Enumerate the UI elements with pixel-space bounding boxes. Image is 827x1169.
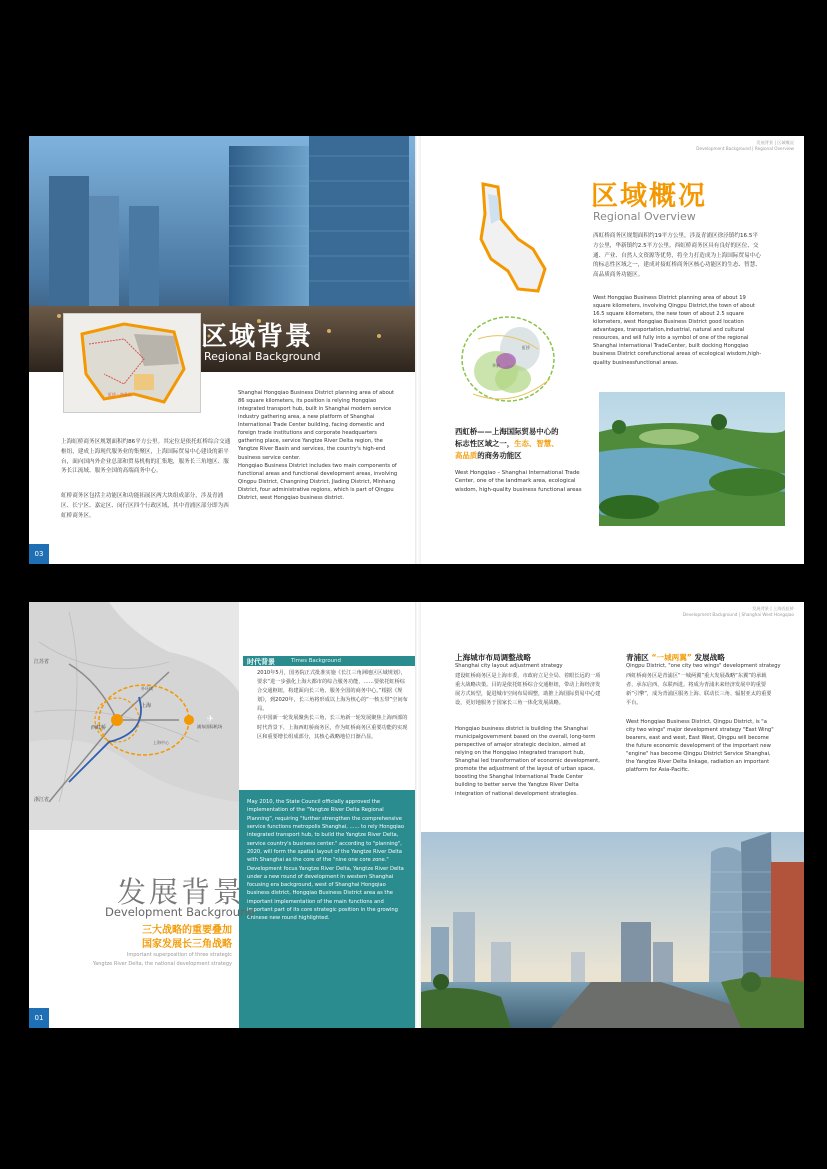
caption-cn-line-1: 西虹桥——上海国际贸易中心的 xyxy=(455,427,559,436)
body-text-en: West Hongqiao Business District planning area of about 19 square kilometers, involving Qingpu District,the town of about 16.5 square kilometers, the new town of about 2.5 square kilometers, west Hongqiao Business District good location advantages, transportation,industrial, natural and cultural resources, and will fully into a symbol of one of the regional Shanghai international TradeCenter, built docking Hongqiao business District corefunctional areas of ecological wisdom,high-quality businessfunctional areas. xyxy=(593,295,762,366)
caption-cn xyxy=(455,426,595,463)
left-page-regional-background xyxy=(29,136,415,564)
col2-text-en: West Hongqiao Business District, Qingpu District, is "a city two wings" major development strategy "East Wing" bearers, east and west, East West, Qingpu will become the future economic development of the important new "engine" has become Qingpu District Service Shanghai, the Yangtze River Delta linkage, radiation an important platform for Asia-Pacific. xyxy=(626,719,774,774)
regional-map-graphic xyxy=(64,314,200,412)
strategy-cn-2: 国家发展长三角战略 xyxy=(142,939,232,950)
map-label-zhejiang: 浙江省 xyxy=(34,797,50,803)
diagram-label-hongqiao: 虹桥 xyxy=(522,345,530,350)
header-line-2: Development Background xyxy=(682,611,738,617)
col1-title-cn: 上海城市布局调整战略 xyxy=(455,653,531,662)
section-title-cn: 发展背景 xyxy=(117,875,246,909)
caption-cn-highlight-1: 生态、智慧、 xyxy=(514,439,559,449)
shanghai-map-panel xyxy=(29,602,239,830)
map-inset-label: 虹桥 · 商务区 xyxy=(108,392,132,397)
right-page-regional-overview xyxy=(421,136,804,564)
col2-title-en: Qingpu District, "one city two wings" development strategy xyxy=(626,663,781,669)
times-background-title-en: Times Background xyxy=(291,658,341,664)
map-label-jiangsu: 江苏省 xyxy=(34,659,50,665)
body-text-cn: 西虹桥商务区规划面积约19平方公里，涉及青浦区徐泾镇约16.5平方公里，华新镇约2.5平方公里。西虹桥商务区具有良好的区位、交通、产业、自然人文资源等优势，将全力打造成为上海国际贸易中心的标志性区域之一，建成对接虹桥商务区核心功能区的生态、智慧、高品质商务功能区。 xyxy=(593,233,761,279)
header-line-1: 发展背景 xyxy=(756,140,774,145)
caption-cn-line-2: 标志性区域之一， xyxy=(455,439,515,449)
page-number: 01 xyxy=(29,1008,49,1028)
body-text-en: Shanghai Hongqiao Business District planning area of about 86 square kilometers, its position is relying Hongqiao integrated transport hub, built in Shanghai modern service industry gathering area, a new platform of Shanghai International Trade Center building, facing domestic and foreign trade institutions and corporate headquarters gathering place, service Yangtze River Delta region, the Yangtze River Basin and services, the country's high-end business service center. Hongqiao Business District includes two main components of functional areas and functional development areas, involving Qingpu District, Changning District, Jiading District, Minhang District, four administrative regions, which is part of Qingpu District, west Hongqiao business district. xyxy=(238,390,398,501)
running-header: 发展背景 | 上海西虹桥 Development Background | Shanghai West Hongqiao xyxy=(682,606,794,617)
caption-cn-highlight-2: 高品质 xyxy=(455,451,478,461)
map-label-center: 上海中心 xyxy=(153,740,169,745)
teal-text-box xyxy=(239,790,415,1028)
header-line-3: 上海西虹桥 xyxy=(773,606,794,611)
district-outline-map xyxy=(473,179,553,299)
development-concept-diagram xyxy=(458,309,558,419)
map-label-shanghai: 上海 xyxy=(141,703,152,709)
col2-title-cn xyxy=(626,652,725,663)
body-text-cn-1: 上海虹桥商务区规划面积约86平方公里。其定位是依托虹桥综合交通枢纽，建成上海现代服务业的集聚区，上海国际贸易中心建设的新平台，面向国内外企业总部和贸易机构的汇集地，服务长三角地区、服务长江流域、服务全国的高端商务中心。 xyxy=(61,439,231,475)
section-title-cn: 区域概况 xyxy=(591,181,707,212)
brochure-spread-2 xyxy=(29,602,804,1028)
section-title-en: Regional Background xyxy=(204,350,321,363)
col2-title-part-1: 青浦区 xyxy=(626,653,649,662)
header-line-2: Development Background xyxy=(696,145,751,151)
regional-map-inset xyxy=(63,313,201,413)
times-background-box xyxy=(243,656,415,788)
body-text-cn-2: 虹桥商务区包括主功能区和功能拓展区两大块组成部分，涉及青浦区、长宁区、嘉定区、闵行区四个行政区域，其中青浦区部分即为西虹桥商务区。 xyxy=(61,493,229,519)
strategy-en-2: Yangtze River Delta, the national development strategy xyxy=(92,961,232,967)
section-title-en: Development Background xyxy=(105,905,255,919)
running-header: 发展背景 | 区域概况 Development Background | Regional Overview xyxy=(696,140,794,151)
map-label-xihongqiao: 西虹桥 xyxy=(91,725,107,731)
airplane-icon: ✈ xyxy=(207,714,214,723)
caption-en: West Hongqiao – Shanghai International Trade Center, one of the landmark area, ecological wisdom, high-quality business functional areas xyxy=(455,470,582,493)
map-label-outer-ring: 外环线 xyxy=(141,686,153,691)
right-page-strategy xyxy=(421,602,804,1028)
strategy-en-1: Important superposition of three strategic xyxy=(126,952,232,958)
section-title-cn: 区域背景 xyxy=(201,322,314,352)
col1-title-en: Shanghai city layout adjustment strategy xyxy=(455,663,563,669)
section-title-en: Regional Overview xyxy=(593,210,696,223)
header-line-1: 发展背景 xyxy=(752,606,769,611)
page-number: 03 xyxy=(29,544,49,564)
caption-cn-line-3: 的商务功能区 xyxy=(477,451,522,461)
times-background-text: 2010年5月，国务院正式批准实施《长江三角洲地区区域规划》，要求“进一步强化上海大都市的综合服务功能，……要依托虹桥综合交通枢纽，构建面向长三角、服务全国的商务中心。”根据《规划》，到2020年，长三角将形成以上海为核心的“一核五带”空间布局。 在中国新一轮发展聚焦长三角，长三角新一轮发展聚焦上海西部的时代背景下，上海西虹桥商务区，作为虹桥商务区重要功能的实现区和重要增长组成部分，其核心战略地位日渐凸显。 xyxy=(257,670,408,740)
header-line-4: Regional Overview xyxy=(754,145,794,151)
col1-text-en: Hongqiao business district is building the Shanghai municipalgovernment based on the overall, long-term perspective of amajor strategic decision, aimed at relying on the Hongqiao integrated transport hub, Shanghai led transformation of economic development, promote the adjustment of the layout of urban space, boosting the Shanghai International Trade Center building to better serve the Yangtze River Delta integration of national development strategies. xyxy=(455,726,600,797)
strategy-cn-1: 三大战略的重要叠加 xyxy=(142,925,232,936)
col2-title-highlight: “一城两翼” xyxy=(651,653,692,662)
col1-text-cn: 建设虹桥商务区是上海市委、市政府立足全局、着眼长远的一项重大战略决策。目的是依托虹桥综合交通枢纽，带动上海经济发展方式转型，促进城市空间布局调整，助推上海国际贸易中心建设，更好地服务于国家长三角一体化发展战略。 xyxy=(455,673,601,707)
teal-box-text: May 2010, the State Council officially approved the implementation of the "Yangtze River Delta Regional Planning", requiring "further strengthen the comprehensive service functions metropolis Shanghai, ...... to rely Hongqiao integrated transport hub, to build the Yangtze River Delta, service country's business center." according to "planning", 2020, will form the spatial layout of the Yangtze River Delta with Shanghai as the core of the "nine one core zone." Development focus Yangtze River Delta, Yangtze River Delta under a new round of development in western Shanghai focusing era background, west of Shanghai Hongqiao business district, Hongqiao Business District area as the important implementation of the main functions and important part of its core strategic position in the growing Chinese new round highlighted. xyxy=(247,799,405,922)
times-background-header xyxy=(243,656,415,666)
col2-text-cn: 西虹桥商务区是青浦区“一城两翼”重大发展战略“东翼”的承载者，承东启西、东联西进。将成为青浦未来经济发展中的重要新“引擎”，成为青浦区服务上海、联动长三角、辐射亚太的重要平台。 xyxy=(626,673,772,707)
park-landscape-photo xyxy=(599,392,785,526)
city-riverfront-photo xyxy=(421,832,804,1028)
times-background-title-cn: 时代背景 xyxy=(247,658,275,666)
brochure-spread-1 xyxy=(29,136,804,564)
col2-title-part-2: 发展战略 xyxy=(694,653,725,662)
map-label-pudong-airport: 浦东国际机场 xyxy=(197,724,223,729)
header-line-4: Shanghai West Hongqiao xyxy=(741,611,794,617)
left-page-development-background xyxy=(29,602,415,1028)
diagram-label-huaxin: 华新 xyxy=(492,363,500,368)
header-line-3: 区域概况 xyxy=(777,140,794,145)
